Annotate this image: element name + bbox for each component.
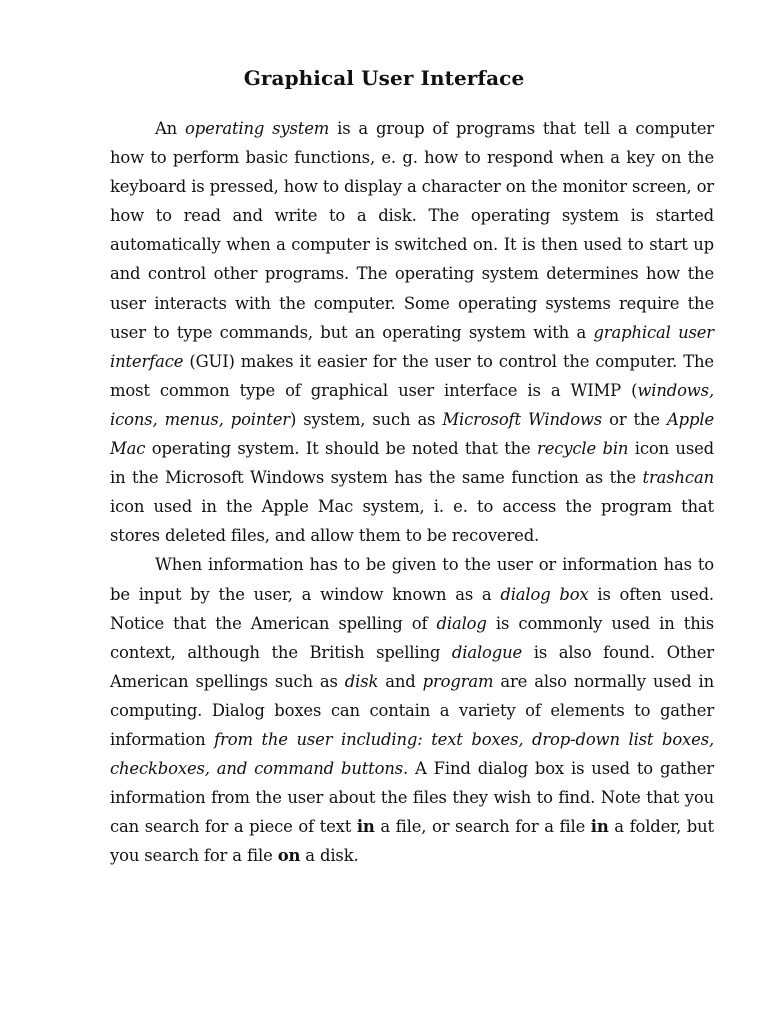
document-body <box>110 114 714 870</box>
text-run: recycle bin <box>537 439 629 459</box>
text-run: icon used in the Apple Mac system, i. e. to access the program that stores deleted files, and allow them to be recovered. <box>110 497 714 546</box>
text-run: from the user including: text boxes, drop-down list boxes, checkboxes, and command buttons <box>110 729 715 779</box>
text-run: dialogue <box>451 642 523 662</box>
text-run: disk <box>344 671 379 691</box>
text-run: is commonly used in this context, although the British spelling <box>110 613 714 662</box>
text-run: trashcan <box>642 468 714 488</box>
text-run: a folder, but you search for a file <box>110 817 714 866</box>
text-run: ) system, such as <box>289 409 443 429</box>
text-run: in <box>356 817 375 837</box>
text-run: windows, icons, menus, pointer <box>110 380 714 429</box>
text-run: and <box>378 671 423 691</box>
text-run: operating system <box>185 119 330 138</box>
text-run: on <box>277 846 301 866</box>
text-run: dialog <box>436 613 487 633</box>
page-title: Graphical User Interface <box>243 66 525 90</box>
text-run: An <box>155 119 186 138</box>
text-run: graphical user interface <box>110 322 714 371</box>
paragraph-2 <box>110 550 714 870</box>
text-run: is a group of programs that tell a computer how to perform basic functions, e. g. how to respond when a key on the keyboard is pressed, how to display a character on the monitor screen, or how to read and write to a disk. The operating system is started automatically when a computer is switched on. It is then used to start up and control other programs. The operating system determines how the user interacts with the computer. Some operating systems require the user to type commands, but an operating system with a <box>110 119 714 342</box>
text-run: is often used. Notice that the American spelling of <box>110 584 714 633</box>
text-run: a disk. <box>300 846 359 866</box>
text-run: in <box>590 817 609 837</box>
text-run: dialog box <box>500 584 589 604</box>
text-run: are also normally used in computing. Dialog boxes can contain a variety of elements to gather information <box>110 671 715 749</box>
text-run: . A Find dialog box is used to gather information from the user about the files they wish to find. Note that you can search for a piece of text <box>110 759 714 837</box>
text-run: (GUI) makes it easier for the user to control the computer. The most common type of graphical user interface is a WIMP ( <box>110 351 714 400</box>
text-run: or the <box>602 409 667 429</box>
text-run: a file, or search for a file <box>374 817 591 837</box>
text-run: Microsoft Windows <box>442 409 603 429</box>
text-run: When information has to be given to the user or information has to be input by the user, a window known as a <box>110 555 714 604</box>
text-run: program <box>422 671 494 691</box>
text-run: Apple Mac <box>110 409 714 459</box>
paragraph-1 <box>110 114 714 550</box>
text-run: is also found. Other American spellings such as <box>110 642 714 691</box>
text-run: operating system. It should be noted that the <box>145 439 538 459</box>
text-run: icon used in the Microsoft Windows system has the same function as the <box>110 439 714 488</box>
